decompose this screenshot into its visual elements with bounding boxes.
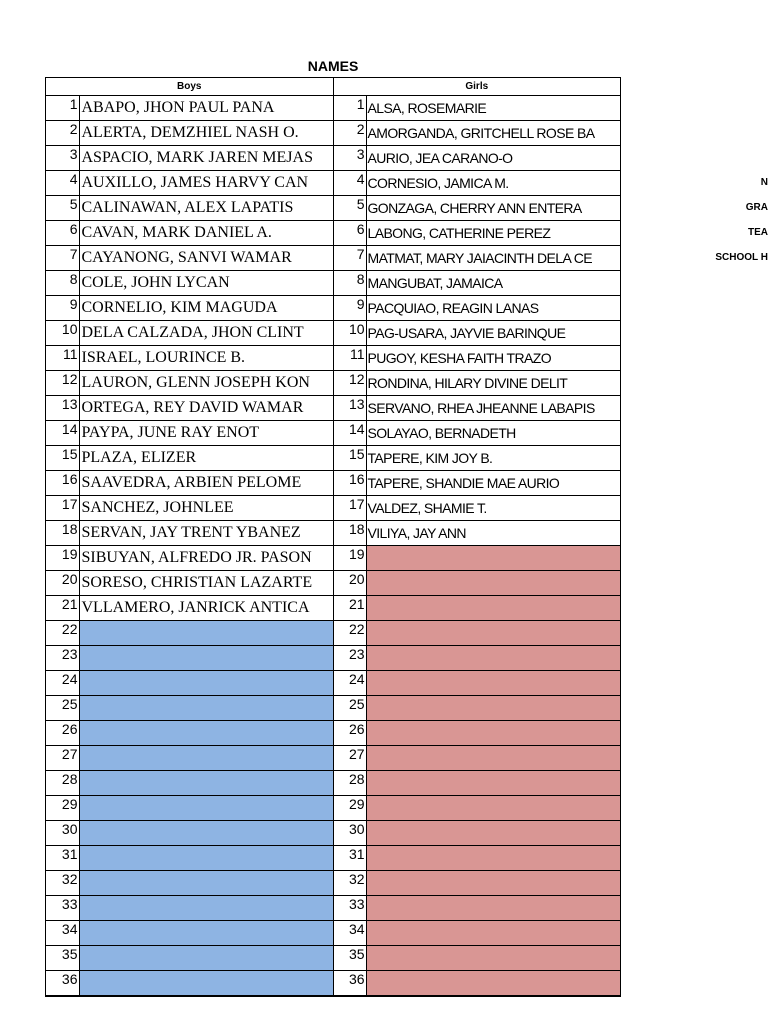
boy-number: 36 [46, 971, 79, 996]
girl-name-cell[interactable] [366, 846, 620, 871]
girl-name-cell[interactable] [366, 746, 620, 771]
girl-name-cell[interactable] [366, 696, 620, 721]
girl-name-cell[interactable] [366, 821, 620, 846]
table-row [46, 346, 620, 371]
boy-number: 27 [46, 746, 79, 771]
girl-name-cell[interactable] [366, 596, 620, 621]
girl-name-cell[interactable]: GONZAGA, CHERRY ANN ENTERA [366, 196, 620, 221]
boy-name-cell[interactable]: COLE, JOHN LYCAN [79, 271, 333, 296]
boy-number: 33 [46, 896, 79, 921]
boy-name-cell[interactable]: ALERTA, DEMZHIEL NASH O. [79, 121, 333, 146]
girl-number: 2 [333, 121, 366, 146]
girl-name-cell[interactable] [366, 871, 620, 896]
boy-number: 16 [46, 471, 79, 496]
boy-name-cell[interactable] [79, 671, 333, 696]
girl-number: 17 [333, 496, 366, 521]
girl-name-cell[interactable]: MANGUBAT, JAMAICA [366, 271, 620, 296]
boy-name-cell[interactable] [79, 696, 333, 721]
boy-number: 29 [46, 796, 79, 821]
boy-number: 13 [46, 396, 79, 421]
table-row [46, 521, 620, 546]
girl-name-cell[interactable]: PUGOY, KESHA FAITH TRAZO [366, 346, 620, 371]
table-row [46, 971, 620, 996]
boy-number: 11 [46, 346, 79, 371]
boy-number: 26 [46, 721, 79, 746]
table-row [46, 446, 620, 471]
girl-number: 32 [333, 871, 366, 896]
boy-name-cell[interactable] [79, 646, 333, 671]
boy-number: 14 [46, 421, 79, 446]
boy-name-cell[interactable] [79, 871, 333, 896]
table-row [46, 921, 620, 946]
boy-number: 24 [46, 671, 79, 696]
boy-number: 8 [46, 271, 79, 296]
boy-number: 30 [46, 821, 79, 846]
girl-number: 15 [333, 446, 366, 471]
boy-number: 9 [46, 296, 79, 321]
table-row [46, 546, 620, 571]
table-row [46, 321, 620, 346]
girl-number: 20 [333, 571, 366, 596]
names-table [45, 77, 621, 997]
boy-name-cell[interactable] [79, 946, 333, 971]
girl-number: 5 [333, 196, 366, 221]
table-row [46, 646, 620, 671]
girl-name-cell[interactable] [366, 796, 620, 821]
girl-number: 30 [333, 821, 366, 846]
girl-name-cell[interactable] [366, 771, 620, 796]
girl-number: 1 [333, 96, 366, 121]
table-row [46, 671, 620, 696]
table-row [46, 696, 620, 721]
girl-name-cell[interactable] [366, 621, 620, 646]
girl-name-cell[interactable]: TAPERE, KIM JOY B. [366, 446, 620, 471]
boy-name-cell[interactable]: CALINAWAN, ALEX LAPATIS [79, 196, 333, 221]
girl-number: 21 [333, 596, 366, 621]
page-title: NAMES [307, 58, 359, 74]
girl-name-cell[interactable]: VALDEZ, SHAMIE T. [366, 496, 620, 521]
boy-number: 2 [46, 121, 79, 146]
girl-number: 22 [333, 621, 366, 646]
boy-name-cell[interactable]: SANCHEZ, JOHNLEE [79, 496, 333, 521]
girl-number: 9 [333, 296, 366, 321]
boy-name-cell[interactable]: ISRAEL, LOURINCE B. [79, 346, 333, 371]
girl-name-cell[interactable]: PAG-USARA, JAYVIE BARINQUE [366, 321, 620, 346]
girl-number: 10 [333, 321, 366, 346]
boy-name-cell[interactable]: SIBUYAN, ALFREDO JR. PASON [79, 546, 333, 571]
table-row [46, 371, 620, 396]
boy-number: 31 [46, 846, 79, 871]
girl-number: 29 [333, 796, 366, 821]
girl-name-cell[interactable]: PACQUIAO, REAGIN LANAS [366, 296, 620, 321]
boy-number: 17 [46, 496, 79, 521]
boy-name-cell[interactable]: PLAZA, ELIZER [79, 446, 333, 471]
boy-name-cell[interactable]: DELA CALZADA, JHON CLINT [79, 321, 333, 346]
boy-name-cell[interactable] [79, 896, 333, 921]
boy-number: 28 [46, 771, 79, 796]
girl-name-cell[interactable] [366, 546, 620, 571]
girl-number: 8 [333, 271, 366, 296]
boy-number: 34 [46, 921, 79, 946]
boy-number: 19 [46, 546, 79, 571]
girl-number: 3 [333, 146, 366, 171]
boy-name-cell[interactable] [79, 821, 333, 846]
table-row [46, 221, 620, 246]
table-row [46, 746, 620, 771]
girl-name-cell[interactable]: RONDINA, HILARY DIVINE DELIT [366, 371, 620, 396]
girl-name-cell[interactable]: SERVANO, RHEA JHEANNE LABAPIS [366, 396, 620, 421]
boy-name-cell[interactable]: CORNELIO, KIM MAGUDA [79, 296, 333, 321]
girl-name-cell[interactable] [366, 646, 620, 671]
boy-name-cell[interactable]: CAVAN, MARK DANIEL A. [79, 221, 333, 246]
girl-number: 35 [333, 946, 366, 971]
boy-name-cell[interactable] [79, 721, 333, 746]
girl-name-cell[interactable]: AURIO, JEA CARANO-O [366, 146, 620, 171]
girl-number: 24 [333, 671, 366, 696]
boy-name-cell[interactable]: PAYPA, JUNE RAY ENOT [79, 421, 333, 446]
girl-number: 6 [333, 221, 366, 246]
boy-number: 21 [46, 596, 79, 621]
boy-number: 23 [46, 646, 79, 671]
girl-name-cell[interactable] [366, 971, 620, 996]
boy-name-cell[interactable]: ASPACIO, MARK JAREN MEJAS [79, 146, 333, 171]
side-label: GRA [745, 202, 768, 213]
header-row [46, 78, 620, 96]
boy-name-cell[interactable] [79, 796, 333, 821]
table-row [46, 171, 620, 196]
table-row [46, 271, 620, 296]
girls-header: Girls [333, 78, 620, 96]
side-label: N [760, 177, 768, 188]
side-label: TEA [748, 227, 768, 238]
table-row [46, 621, 620, 646]
girl-number: 26 [333, 721, 366, 746]
boy-name-cell[interactable]: VLLAMERO, JANRICK ANTICA [79, 596, 333, 621]
girl-number: 18 [333, 521, 366, 546]
girl-number: 25 [333, 696, 366, 721]
boy-name-cell[interactable] [79, 771, 333, 796]
girl-name-cell[interactable] [366, 671, 620, 696]
boy-name-cell[interactable]: AUXILLO, JAMES HARVY CAN [79, 171, 333, 196]
boy-name-cell[interactable]: SORESO, CHRISTIAN LAZARTE [79, 571, 333, 596]
boy-name-cell[interactable] [79, 621, 333, 646]
girl-number: 28 [333, 771, 366, 796]
girl-name-cell[interactable]: TAPERE, SHANDIE MAE AURIO [366, 471, 620, 496]
table-row [46, 596, 620, 621]
table-row [46, 396, 620, 421]
table-row [46, 871, 620, 896]
girl-number: 23 [333, 646, 366, 671]
boy-number: 5 [46, 196, 79, 221]
table-row [46, 121, 620, 146]
table-row [46, 96, 620, 121]
boy-name-cell[interactable]: ABAPO, JHON PAUL PANA [79, 96, 333, 121]
boy-number: 3 [46, 146, 79, 171]
girl-number: 27 [333, 746, 366, 771]
boy-number: 1 [46, 96, 79, 121]
table-row [46, 146, 620, 171]
girl-number: 14 [333, 421, 366, 446]
boy-name-cell[interactable] [79, 971, 333, 996]
table-row [46, 796, 620, 821]
table-row [46, 721, 620, 746]
boy-name-cell[interactable]: ORTEGA, REY DAVID WAMAR [79, 396, 333, 421]
boy-number: 12 [46, 371, 79, 396]
girl-name-cell[interactable] [366, 896, 620, 921]
girl-name-cell[interactable]: AMORGANDA, GRITCHELL ROSE BA [366, 121, 620, 146]
girl-number: 34 [333, 921, 366, 946]
boy-name-cell[interactable]: LAURON, GLENN JOSEPH KON [79, 371, 333, 396]
table-row [46, 571, 620, 596]
table-row [46, 946, 620, 971]
girl-name-cell[interactable] [366, 921, 620, 946]
table-row [46, 421, 620, 446]
boy-number: 10 [46, 321, 79, 346]
girl-number: 19 [333, 546, 366, 571]
girl-name-cell[interactable]: ALSA, ROSEMARIE [366, 96, 620, 121]
boy-number: 32 [46, 871, 79, 896]
boys-header: Boys [46, 78, 333, 96]
boy-name-cell[interactable]: SERVAN, JAY TRENT YBANEZ [79, 521, 333, 546]
girl-number: 7 [333, 246, 366, 271]
girl-number: 13 [333, 396, 366, 421]
boy-number: 4 [46, 171, 79, 196]
girl-number: 36 [333, 971, 366, 996]
girl-name-cell[interactable]: LABONG, CATHERINE PEREZ [366, 221, 620, 246]
table-row [46, 471, 620, 496]
girl-number: 11 [333, 346, 366, 371]
table-row [46, 246, 620, 271]
table-row [46, 896, 620, 921]
girl-name-cell[interactable] [366, 946, 620, 971]
table-row [46, 846, 620, 871]
boy-number: 20 [46, 571, 79, 596]
table-row [46, 821, 620, 846]
girl-number: 12 [333, 371, 366, 396]
table-row [46, 296, 620, 321]
boy-number: 22 [46, 621, 79, 646]
side-label: SCHOOL H [715, 252, 768, 263]
girl-name-cell[interactable]: MATMAT, MARY JAIACINTH DELA CE [366, 246, 620, 271]
boy-name-cell[interactable] [79, 746, 333, 771]
boy-name-cell[interactable] [79, 846, 333, 871]
boy-name-cell[interactable] [79, 921, 333, 946]
boy-number: 18 [46, 521, 79, 546]
girl-number: 16 [333, 471, 366, 496]
boy-number: 35 [46, 946, 79, 971]
boy-number: 7 [46, 246, 79, 271]
girl-number: 33 [333, 896, 366, 921]
boy-number: 25 [46, 696, 79, 721]
girl-name-cell[interactable]: VILIYA, JAY ANN [366, 521, 620, 546]
girl-number: 4 [333, 171, 366, 196]
girl-name-cell[interactable]: CORNESIO, JAMICA M. [366, 171, 620, 196]
girl-name-cell[interactable] [366, 571, 620, 596]
table-row [46, 196, 620, 221]
boy-number: 15 [46, 446, 79, 471]
boy-number: 6 [46, 221, 79, 246]
table-row [46, 496, 620, 521]
boy-name-cell[interactable]: CAYANONG, SANVI WAMAR [79, 246, 333, 271]
girl-name-cell[interactable] [366, 721, 620, 746]
table-row [46, 771, 620, 796]
girl-name-cell[interactable]: SOLAYAO, BERNADETH [366, 421, 620, 446]
boy-name-cell[interactable]: SAAVEDRA, ARBIEN PELOME [79, 471, 333, 496]
girl-number: 31 [333, 846, 366, 871]
